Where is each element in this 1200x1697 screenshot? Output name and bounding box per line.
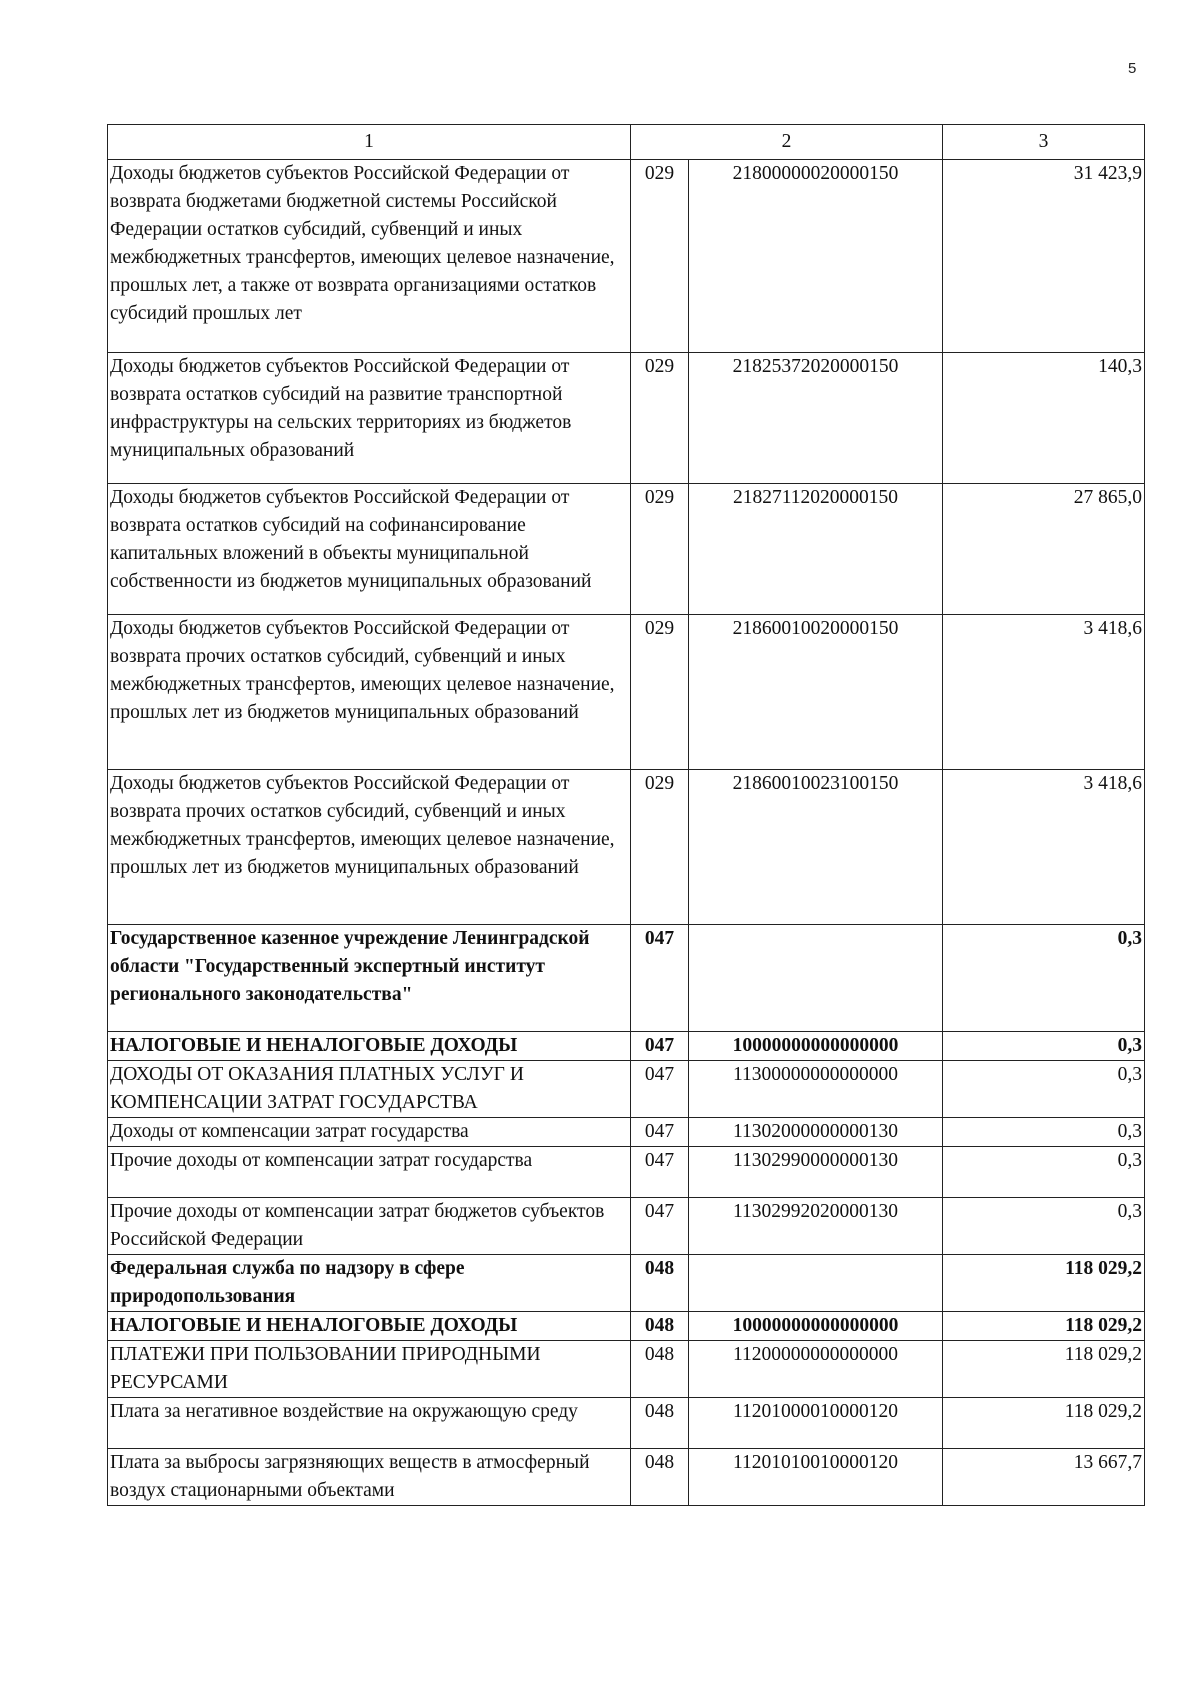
row-description: ДОХОДЫ ОТ ОКАЗАНИЯ ПЛАТНЫХ УСЛУГ И КОМПЕНСАЦИИ ЗАТРАТ ГОСУДАРСТВА: [108, 1061, 631, 1118]
row-amount: 118 029,2: [943, 1341, 1145, 1398]
row-amount: 0,3: [943, 1147, 1145, 1198]
row-description: Доходы бюджетов субъектов Российской Федерации от возврата прочих остатков субсидий, субвенций и иных межбюджетных трансфертов, имеющих целевое назначение, прошлых лет из бюджетов муниципальных образований: [108, 770, 631, 925]
table-row: [108, 1198, 1145, 1255]
row-budget-code: [689, 925, 943, 1032]
row-admin-code: 029: [631, 615, 689, 770]
row-description: Доходы бюджетов субъектов Российской Федерации от возврата бюджетами бюджетной системы Российской Федерации остатков субсидий, субвенций и иных межбюджетных трансфертов, имеющих целевое назначение, прошлых лет, а также от возврата организациями остатков субсидий прошлых лет: [108, 160, 631, 353]
row-description: Доходы бюджетов субъектов Российской Федерации от возврата прочих остатков субсидий, субвенций и иных межбюджетных трансфертов, имеющих целевое назначение, прошлых лет из бюджетов муниципальных образований: [108, 615, 631, 770]
row-amount: 13 667,7: [943, 1449, 1145, 1506]
row-description: НАЛОГОВЫЕ И НЕНАЛОГОВЫЕ ДОХОДЫ: [108, 1312, 631, 1341]
table-row: [108, 353, 1145, 484]
table-row: [108, 925, 1145, 1032]
row-description: Государственное казенное учреждение Ленинградской области "Государственный экспертный институт регионального законодательства": [108, 925, 631, 1032]
row-amount: 140,3: [943, 353, 1145, 484]
row-description: Доходы от компенсации затрат государства: [108, 1118, 631, 1147]
table-row: [108, 1118, 1145, 1147]
row-budget-code: 21800000020000150: [689, 160, 943, 353]
row-budget-code: 21825372020000150: [689, 353, 943, 484]
row-admin-code: 048: [631, 1341, 689, 1398]
row-amount: 118 029,2: [943, 1398, 1145, 1449]
table-row: [108, 1061, 1145, 1118]
row-amount: 3 418,6: [943, 770, 1145, 925]
row-description: Плата за негативное воздействие на окружающую среду: [108, 1398, 631, 1449]
row-description: Федеральная служба по надзору в сфере природопользования: [108, 1255, 631, 1312]
row-admin-code: 048: [631, 1255, 689, 1312]
row-budget-code: [689, 1255, 943, 1312]
table-row: [108, 1341, 1145, 1398]
row-admin-code: 047: [631, 1061, 689, 1118]
row-budget-code: 11302990000000130: [689, 1147, 943, 1198]
row-admin-code: 047: [631, 1032, 689, 1061]
row-description: Доходы бюджетов субъектов Российской Федерации от возврата остатков субсидий на развитие транспортной инфраструктуры на сельских территориях из бюджетов муниципальных образований: [108, 353, 631, 484]
row-amount: 0,3: [943, 1198, 1145, 1255]
row-description: НАЛОГОВЫЕ И НЕНАЛОГОВЫЕ ДОХОДЫ: [108, 1032, 631, 1061]
table-row: [108, 1312, 1145, 1341]
column-header-1: 1: [108, 125, 631, 160]
row-budget-code: 11302992020000130: [689, 1198, 943, 1255]
row-amount: 0,3: [943, 1118, 1145, 1147]
table-header-row: [108, 125, 1145, 160]
table-row: [108, 1147, 1145, 1198]
table-row: [108, 160, 1145, 353]
table-body: [108, 160, 1145, 1506]
page-number: 5: [1128, 60, 1137, 77]
row-amount: 3 418,6: [943, 615, 1145, 770]
row-budget-code: 11201010010000120: [689, 1449, 943, 1506]
row-budget-code: 21860010023100150: [689, 770, 943, 925]
table-row: [108, 1255, 1145, 1312]
row-description: Прочие доходы от компенсации затрат государства: [108, 1147, 631, 1198]
table-row: [108, 1032, 1145, 1061]
row-budget-code: 21827112020000150: [689, 484, 943, 615]
row-amount: 118 029,2: [943, 1255, 1145, 1312]
row-amount: 0,3: [943, 1032, 1145, 1061]
row-amount: 27 865,0: [943, 484, 1145, 615]
table-row: [108, 615, 1145, 770]
row-amount: 0,3: [943, 925, 1145, 1032]
row-budget-code: 11201000010000120: [689, 1398, 943, 1449]
row-admin-code: 029: [631, 160, 689, 353]
column-header-2: 2: [631, 125, 943, 160]
row-budget-code: 10000000000000000: [689, 1032, 943, 1061]
row-admin-code: 029: [631, 484, 689, 615]
row-admin-code: 029: [631, 353, 689, 484]
row-amount: 0,3: [943, 1061, 1145, 1118]
row-description: Плата за выбросы загрязняющих веществ в атмосферный воздух стационарными объектами: [108, 1449, 631, 1506]
row-budget-code: 11300000000000000: [689, 1061, 943, 1118]
row-description: ПЛАТЕЖИ ПРИ ПОЛЬЗОВАНИИ ПРИРОДНЫМИ РЕСУРСАМИ: [108, 1341, 631, 1398]
row-admin-code: 047: [631, 1118, 689, 1147]
row-description: Доходы бюджетов субъектов Российской Федерации от возврата остатков субсидий на софинансирование капитальных вложений в объекты муниципальной собственности из бюджетов муниципальных образований: [108, 484, 631, 615]
revenue-table: [107, 124, 1145, 1506]
row-admin-code: 047: [631, 925, 689, 1032]
row-budget-code: 11302000000000130: [689, 1118, 943, 1147]
row-budget-code: 21860010020000150: [689, 615, 943, 770]
row-admin-code: 048: [631, 1398, 689, 1449]
row-admin-code: 047: [631, 1147, 689, 1198]
table-row: [108, 1398, 1145, 1449]
table-row: [108, 770, 1145, 925]
row-budget-code: 11200000000000000: [689, 1341, 943, 1398]
table-row: [108, 1449, 1145, 1506]
row-description: Прочие доходы от компенсации затрат бюджетов субъектов Российской Федерации: [108, 1198, 631, 1255]
column-header-3: 3: [943, 125, 1145, 160]
table-row: [108, 484, 1145, 615]
row-admin-code: 047: [631, 1198, 689, 1255]
row-admin-code: 048: [631, 1312, 689, 1341]
row-amount: 118 029,2: [943, 1312, 1145, 1341]
row-admin-code: 048: [631, 1449, 689, 1506]
row-amount: 31 423,9: [943, 160, 1145, 353]
row-budget-code: 10000000000000000: [689, 1312, 943, 1341]
row-admin-code: 029: [631, 770, 689, 925]
